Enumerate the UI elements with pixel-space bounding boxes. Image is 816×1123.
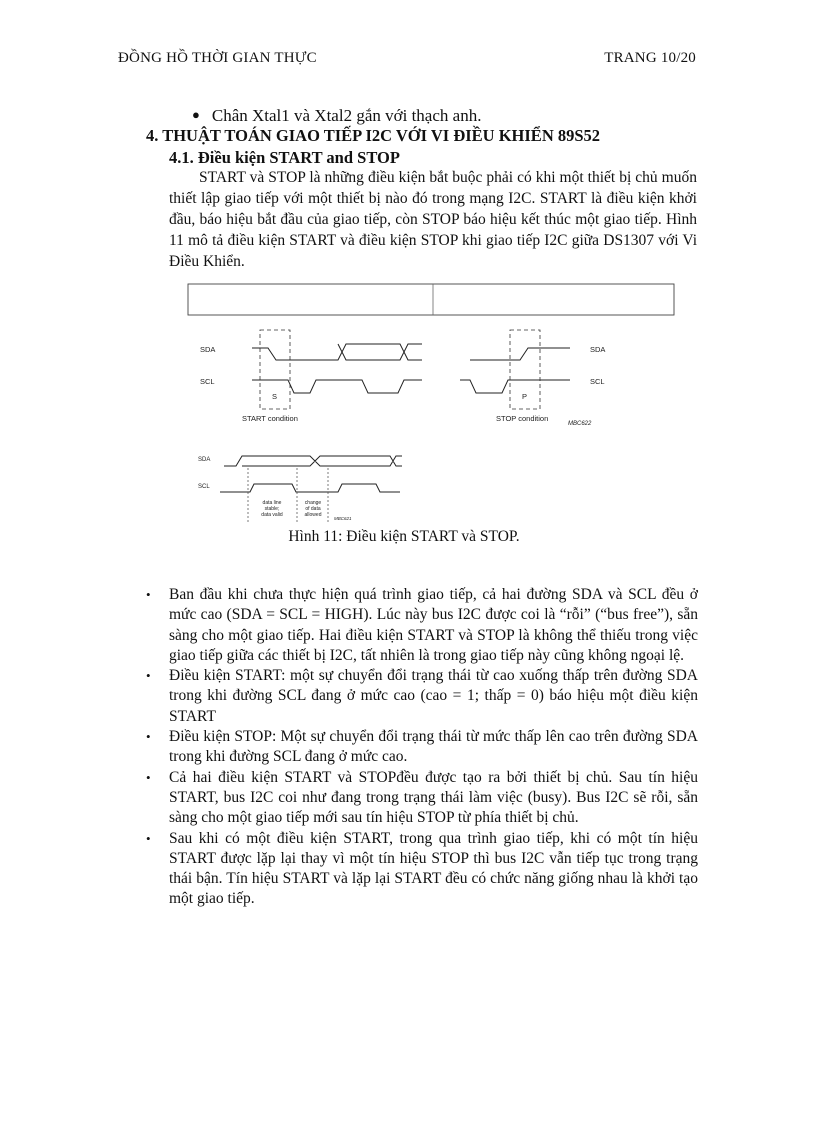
page-header [118, 50, 696, 67]
section-4-heading: 4. THUẬT TOÁN GIAO TIẾP I2C VỚI VI ĐIỀU KHIỂN 89S52 [146, 126, 601, 145]
stop-symbol-p: P [522, 392, 528, 401]
stable-label-line3: data valid [261, 512, 283, 518]
scl2-waveform [220, 484, 400, 492]
figure-code-2: MBC621 [334, 516, 352, 521]
sda2-waveform [224, 456, 402, 466]
change-label-line2: of data [305, 506, 321, 512]
xtal-bullet [192, 106, 481, 126]
bullet-icon: ● [192, 107, 200, 122]
section-4-1-heading: 4.1. Điều kiện START and STOP [169, 148, 400, 167]
sda-label-left: SDA [200, 345, 216, 354]
page-number: TRANG 10/20 [604, 50, 696, 66]
scl2-label: SCL [198, 484, 210, 490]
sda-waveform [252, 344, 570, 360]
stable-label-line2: stable; [264, 506, 280, 512]
list-item: • Sau khi có một điều kiện START, trong qua trình giao tiếp, khi có một tín hiệu START được lặp lại thay vì một tín hiệu STOP thì bus I2C vẫn tiếp tục trong trạng thái bận. Tín hiệu START và lặp lại START đều có chức năng giống nhau là khởi tạo một giao tiếp. [146, 829, 698, 910]
change-label-line1: change [304, 500, 322, 506]
list-item: • Ban đầu khi chưa thực hiện quá trình giao tiếp, cả hai đường SDA và SCL đều ở mức cao (SDA = SCL = HIGH). Lúc này bus I2C được coi là “rỗi” (“bus free”), sẵn sàng cho một giao tiếp. Hai điều kiện START và STOP là không thể thiếu trong việc giao tiếp giữa các thiết bị I2C, tất nhiên là trong giao tiếp này cũng không ngoại lệ. [146, 585, 698, 666]
stable-label-line1: data line [262, 500, 282, 506]
sda-label-right: SDA [590, 345, 606, 354]
start-condition-label: START condition [242, 414, 298, 423]
list-item: • Điều kiện STOP: Một sự chuyển đổi trạng thái từ mức thấp lên cao trên đường SDA trong khi đường SCL đang ở mức cao. [146, 727, 698, 768]
sda2-label: SDA [198, 457, 211, 463]
figure-caption [0, 528, 816, 546]
figure-caption-text: Hình 11: Điều kiện START và STOP. [288, 528, 520, 545]
scl-label-left: SCL [200, 377, 215, 386]
figure-start-stop-timing [180, 278, 680, 528]
list-item: • Cả hai điều kiện START và STOPđều được tạo ra bởi thiết bị chủ. Sau tín hiệu START, bus I2C coi như đang trong trạng thái làm việc (busy). Bus I2C sẽ rỗi, sẵn sàng cho một giao tiếp mới sau tín hiệu STOP từ phía thiết bị chủ. [146, 768, 698, 829]
xtal-bullet-text: Chân Xtal1 và Xtal2 gắn với thạch anh. [211, 106, 482, 125]
intro-paragraph: START và STOP là những điều kiện bắt buộc phải có khi một thiết bị chủ muốn thiết lập giao tiếp với một thiết bị nào đó trong mạng I2C. START là điều kiện khởi đầu, báo hiệu bắt đầu của giao tiếp, còn STOP báo hiệu kết thúc một giao tiếp. Hình 11 mô tả điều kiện START và điều kiện STOP khi giao tiếp I2C giữa DS1307 với Vi Điều Khiển. [169, 169, 697, 270]
scl-label-right: SCL [590, 377, 605, 386]
change-label-line3: allowed [304, 512, 322, 518]
header-title: ĐỒNG HỒ THỜI GIAN THỰC [118, 50, 317, 66]
bullet-list [146, 585, 698, 910]
figure-code-1: MBC622 [568, 421, 592, 427]
start-symbol-s: S [272, 392, 278, 401]
stop-condition-label: STOP condition [496, 414, 549, 423]
figure-frame-box [188, 284, 674, 315]
list-item: • Điều kiện START: một sự chuyển đổi trạng thái từ cao xuống thấp trên đường SDA trong khi đường SCL đang ở mức cao (cao = 1; thấp = 0) báo hiệu một điều kiện START [146, 666, 698, 727]
